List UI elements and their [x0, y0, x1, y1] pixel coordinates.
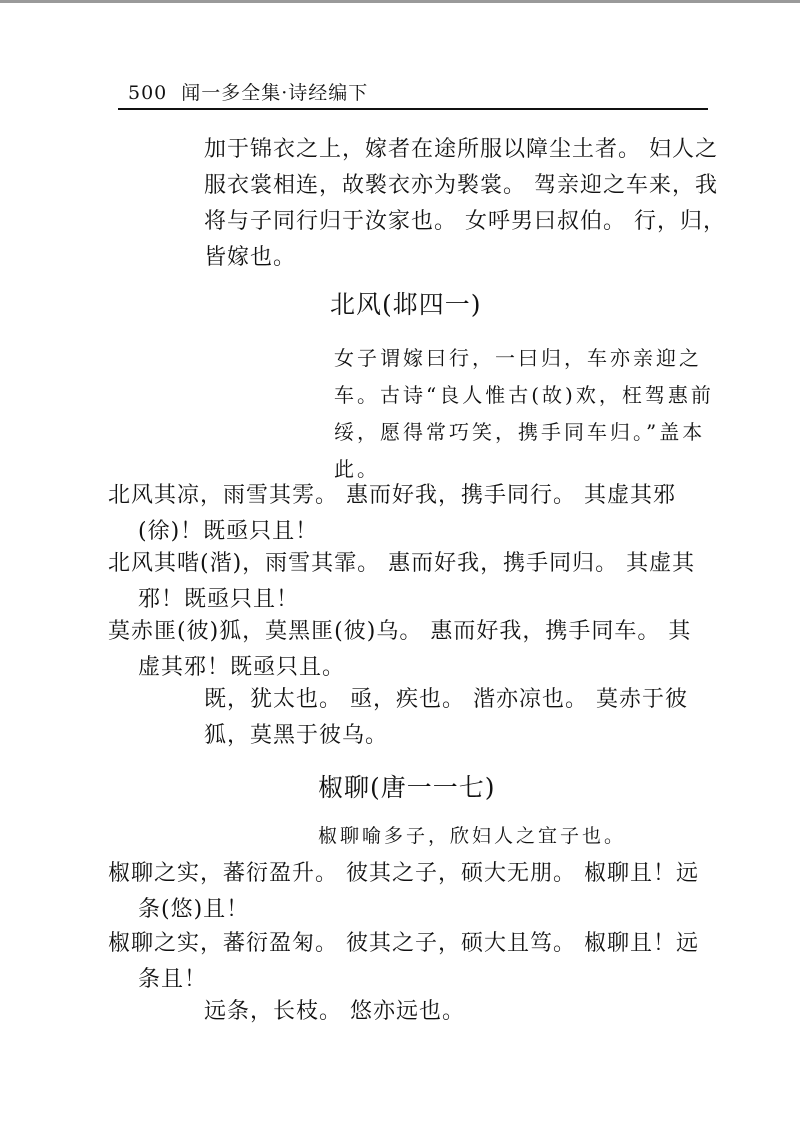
text-line: 女子谓嫁曰行，一曰归，车亦亲迎之	[334, 346, 702, 370]
text-line: 既，犹太也。 亟，疾也。 湝亦凉也。 莫赤于彼	[204, 687, 688, 712]
text-line: 皆嫁也。	[204, 245, 297, 270]
verse-line: 莫赤匪(彼)狐，莫黑匪(彼)乌。 惠而好我，携手同车。 其	[108, 619, 692, 644]
poem2-stanza-2	[108, 926, 708, 998]
top-note	[204, 132, 726, 276]
text-line: 狐，莫黑于彼乌。	[204, 723, 389, 748]
poem1-stanza-3	[108, 614, 708, 686]
poem2-gloss	[204, 994, 709, 1030]
verse-line: 椒聊之实，蕃衍盈升。 彼其之子，硕大无朋。 椒聊且！远	[108, 861, 699, 886]
book-title: 闻一多全集·诗经编下	[181, 82, 369, 104]
poem-title-jiaoliao: 椒聊(唐一一七)	[318, 773, 496, 802]
text-line: 椒聊喻多子，欣妇人之宜子也。	[318, 825, 627, 847]
running-header	[128, 78, 368, 105]
poem2-stanza-1	[108, 856, 708, 928]
text-line: 车。古诗“良人惟古(故)欢，枉驾惠前	[334, 383, 714, 407]
verse-line: 北风其凉，雨雪其雱。 惠而好我，携手同行。 其虚其邪	[108, 483, 676, 508]
poem1-gloss	[204, 682, 709, 754]
poem1-stanza-2	[108, 546, 708, 618]
text-line: 远条，长枝。 悠亦远也。	[204, 999, 465, 1024]
text-line: 绥，愿得常巧笑，携手同车归。”盖本	[334, 420, 706, 444]
verse-line: 椒聊之实，蕃衍盈匊。 彼其之子，硕大且笃。 椒聊且！远	[108, 931, 699, 956]
text-line: 加于锦衣之上，嫁者在途所服以障尘土者。 妇人之	[204, 137, 718, 162]
header-rule	[118, 108, 708, 110]
page-number: 500	[128, 82, 168, 104]
poem-title-beifeng: 北风(邶四一)	[330, 290, 482, 319]
page-top-border	[0, 0, 800, 3]
verse-line: 虚其邪！既亟只且。	[138, 655, 346, 680]
verse-line: 条(悠)且！	[138, 897, 250, 922]
text-line: 将与子同行归于汝家也。 女呼男曰叔伯。 行，归，	[204, 209, 726, 234]
verse-line: 条且！	[138, 967, 208, 992]
poem1-intro	[334, 340, 714, 488]
verse-line: 邪！既亟只且！	[138, 587, 300, 612]
poem2-intro	[318, 818, 626, 855]
text-line: 服衣裳相连，故褧衣亦为褧裳。 驾亲迎之车来，我	[204, 173, 718, 198]
verse-line: 北风其喈(湝)，雨雪其霏。 惠而好我，携手同归。 其虚其	[108, 551, 696, 576]
verse-line: (徐)！既亟只且！	[138, 519, 319, 544]
poem1-stanza-1	[108, 478, 708, 550]
text-line: 此。	[334, 457, 380, 481]
